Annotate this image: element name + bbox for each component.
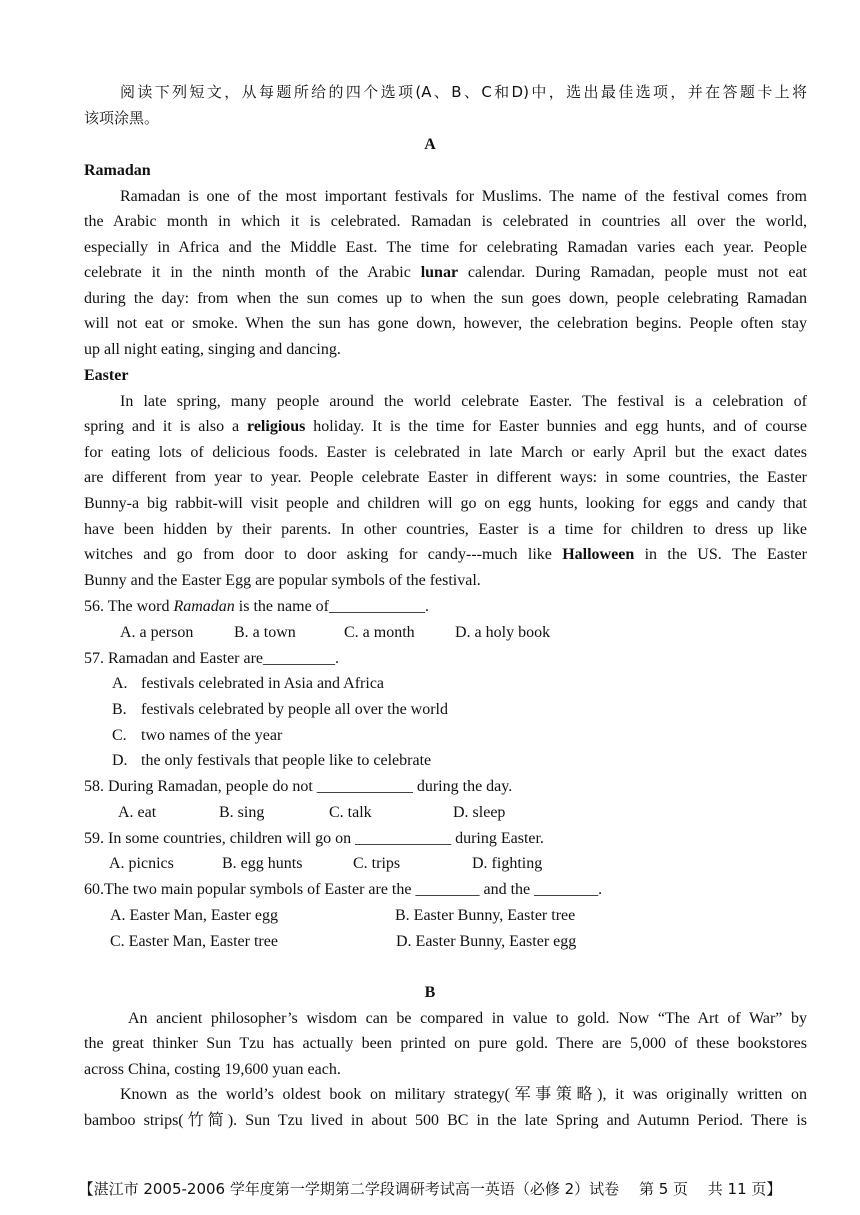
page-footer: 【湛江市 2005-2006 学年度第一学期第二学段调研考试高一英语（必修 2）试卷 第 5 页 共 11 页】 [78,1180,782,1198]
q57-option-c[interactable]: two names of the year [141,727,283,744]
easter-line: witches and go from door to door asking for candy---much like Halloween in the US. The Easter [84,546,807,563]
question-60-stem: 60.The two main popular symbols of Easter are the ________ and the ________. [84,881,603,898]
section-b-line: Known as the world’s oldest book on military strategy(军事策略), it was originally written on [120,1086,807,1103]
question-57-stem: 57. Ramadan and Easter are_________. [84,650,340,667]
ramadan-line: will not eat or smoke. When the sun has gone down, however, the celebration begins. People often stay [84,315,807,332]
q56-option-d[interactable]: D. a holy book [455,624,551,641]
q57-option-b[interactable]: festivals celebrated by people all over the world [141,701,448,718]
keyword-lunar: lunar [420,264,459,281]
q58-option-c[interactable]: C. talk [329,804,372,821]
easter-line: spring and it is also a religious holiday. It is the time for Easter bunnies and egg hunts, and of course [84,418,807,435]
ramadan-title: Ramadan [84,162,151,179]
easter-line: Bunny and the Easter Egg are popular symbols of the festival. [84,572,481,589]
question-56-stem: 56. The word Ramadan is the name of____________. [84,598,429,615]
q58-option-b[interactable]: B. sing [219,804,265,821]
q56-option-c[interactable]: C. a month [344,624,415,641]
keyword-halloween: Halloween [562,546,635,563]
q57-option-a[interactable]: festivals celebrated in Asia and Africa [141,675,385,692]
easter-line: have been hidden by their parents. In other countries, Easter is a time for children to dress up like [84,521,807,538]
ramadan-line: celebrate it in the ninth month of the Arabic lunar calendar. During Ramadan, people must not eat [84,264,808,281]
ramadan-line: during the day: from when the sun comes up to when the sun goes down, people celebrating Ramadan [84,290,807,307]
q60-option-a[interactable]: A. Easter Man, Easter egg [110,907,278,924]
easter-line: for eating lots of delicious foods. Easter is celebrated in late March or early April but the exact dates [84,444,807,461]
q60-option-b[interactable]: B. Easter Bunny, Easter tree [395,907,576,924]
q59-option-b[interactable]: B. egg hunts [222,855,303,872]
section-b-line: the great thinker Sun Tzu has actually been printed on pure gold. There are 5,000 of these bookstores [84,1035,807,1052]
easter-line: Bunny-a big rabbit-will visit people and children will go on egg hunts, looking for eggs and candy that [84,495,807,512]
q59-option-d[interactable]: D. fighting [472,855,543,872]
question-58-stem: 58. During Ramadan, people do not ____________ during the day. [84,778,513,795]
ramadan-line: especially in Africa and the Middle East. The time for celebrating Ramadan varies each year. People [84,239,807,256]
section-b-label: B [424,984,436,1001]
q60-option-c[interactable]: C. Easter Man, Easter tree [110,933,278,950]
ramadan-line: the Arabic month in which it is celebrated. Ramadan is celebrated in countries all over the world, [84,213,807,230]
q56-option-a[interactable]: A. a person [120,624,194,641]
q59-option-a[interactable]: A. picnics [109,855,174,872]
q57-option-b-letter: B. [112,701,127,718]
q57-option-d-letter: D. [112,752,128,769]
q57-option-c-letter: C. [112,727,127,744]
easter-line: are different from year to year. People celebrate Easter in different ways: in some countries, the Easter [84,469,807,486]
question-59-stem: 59. In some countries, children will go on ____________ during Easter. [84,830,544,847]
easter-line: In late spring, many people around the world celebrate Easter. The festival is a celebration of [120,393,807,410]
instructions-line-2: 该项涂黑。 [84,109,160,127]
ramadan-line: Ramadan is one of the most important festivals for Muslims. The name of the festival comes from [120,188,807,205]
q56-option-b[interactable]: B. a town [234,624,296,641]
section-b-line: An ancient philosopher’s wisdom can be compared in value to gold. Now “The Art of War” by [128,1010,807,1027]
ramadan-line: up all night eating, singing and dancing. [84,341,341,358]
q57-option-a-letter: A. [112,675,128,692]
q57-option-d[interactable]: the only festivals that people like to celebrate [141,752,432,769]
q59-option-c[interactable]: C. trips [353,855,401,872]
q58-option-a[interactable]: A. eat [118,804,157,821]
section-b-line: across China, costing 19,600 yuan each. [84,1061,341,1078]
q58-option-d[interactable]: D. sleep [453,804,506,821]
easter-title: Easter [84,367,129,384]
section-b-line: bamboo strips(竹简). Sun Tzu lived in about 500 BC in the late Spring and Autumn Period. There is [84,1112,807,1129]
section-a-label: A [424,136,436,153]
instructions-line-1: 阅读下列短文，从每题所给的四个选项(A、B、C和D)中，选出最佳选项，并在答题卡上将 [120,83,807,101]
keyword-religious: religious [247,418,306,435]
q60-option-d[interactable]: D. Easter Bunny, Easter egg [396,933,577,950]
